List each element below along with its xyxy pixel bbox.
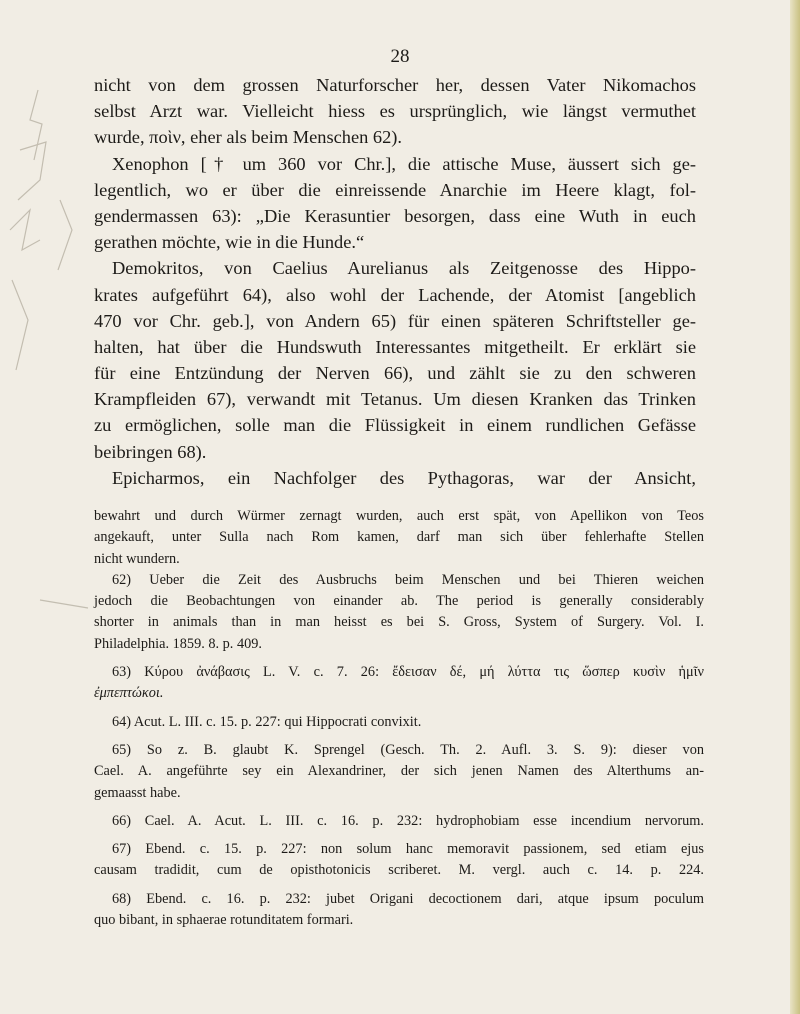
footnote-line: angekauft, unter Sulla nach Rom kamen, darf man sich über fehlerhafte Stellen	[94, 529, 704, 546]
text-line: gerathen möchte, wie in die Hunde.“	[94, 232, 365, 253]
footnote-line: 62) Ueber die Zeit des Ausbruchs beim Menschen und bei Thieren weichen	[112, 571, 704, 588]
page-number: 28	[390, 46, 410, 67]
text-line: für eine Entzündung der Nerven 66), und zählt sie zu den schweren	[94, 363, 696, 384]
footnote-line: 68) Ebend. c. 16. p. 232: jubet Origani decoctionem dari, atque ipsum poculum	[112, 890, 704, 907]
text-line: selbst Arzt war. Vielleicht hiess es ursprünglich, wie längst vermuthet	[94, 101, 696, 122]
pencil-marks	[0, 80, 100, 640]
text-line: 470 vor Chr. geb.], von Andern 65) für einen späteren Schriftsteller ge-	[94, 310, 696, 331]
footnote-line: gemaasst habe.	[94, 784, 181, 801]
footnote-line: ἐμπεπτώκοι.	[94, 685, 164, 702]
text-line: legentlich, wo er über die einreissende Anarchie im Heere klagt, fol-	[94, 179, 696, 200]
footnote-line: shorter in animals than in man heisst es bei S. Gross, System of Surgery. Vol. I.	[94, 614, 704, 631]
footnote-line: Cael. A. angeführte sey ein Alexandriner, der sich jenen Namen des Alterthums an-	[94, 763, 704, 780]
footnote-line: 67) Ebend. c. 15. p. 227: non solum hanc memoravit passionem, sed etiam ejus	[112, 841, 704, 858]
text-line: nicht von dem grossen Naturforscher her, dessen Vater Nikomachos	[94, 75, 696, 95]
text-line: krates aufgeführt 64), also wohl der Lachende, der Atomist [angeblich	[94, 284, 696, 305]
footnote-line: Philadelphia. 1859. 8. p. 409.	[94, 635, 262, 652]
page-edge	[790, 0, 800, 1014]
text-line: Xenophon [† um 360 vor Chr.], die attische Muse, äussert sich ge-	[112, 153, 696, 174]
footnote-line: 64) Acut. L. III. c. 15. p. 227: qui Hippocrati convixit.	[112, 713, 422, 730]
footnotes	[94, 506, 704, 931]
footnote-line: 66) Cael. A. Acut. L. III. c. 16. p. 232: hydrophobiam esse incendium nervorum.	[112, 812, 704, 829]
footnote-line: bewahrt und durch Würmer zernagt wurden, auch erst spät, von Apellikon von Teos	[94, 508, 704, 524]
main-text	[94, 72, 696, 491]
footnote-line: 63) Κύρου ἀνάβασις L. V. c. 7. 26: ἔδεισαν δέ, μή λύττα τις ὥσπερ κυσὶν ἡμῖν	[112, 664, 704, 681]
text-line: halten, hat über die Hundswuth Interessantes mitgetheilt. Er erklärt sie	[94, 336, 696, 357]
text-line: wurde, ποὶν, eher als beim Menschen 62).	[94, 127, 403, 148]
footnote-line: 65) So z. B. glaubt K. Sprengel (Gesch. Th. 2. Aufl. 3. S. 9): dieser von	[112, 741, 704, 758]
text-line: Demokritos, von Caelius Aurelianus als Zeitgenosse des Hippo-	[112, 258, 696, 279]
text-line: Epicharmos, ein Nachfolger des Pythagoras, war der Ansicht,	[112, 467, 696, 488]
footnote-line: nicht wundern.	[94, 550, 180, 567]
footnote-line: jedoch die Beobachtungen von einander ab. The period is generally considerably	[94, 593, 704, 610]
text-line: Krampfleiden 67), verwandt mit Tetanus. Um diesen Kranken das Trinken	[94, 389, 696, 410]
footnote-line: causam tradidit, cum de opisthotonicis scriberet. M. vergl. auch c. 14. p. 224.	[94, 862, 704, 879]
text-line: zu ermöglichen, solle man die Flüssigkeit in einem rundlichen Gefässe	[94, 415, 696, 436]
footnote-line: quo bibant, in sphaerae rotunditatem formari.	[94, 912, 354, 929]
text-line: gendermassen 63): „Die Kerasuntier besorgen, dass eine Wuth in euch	[94, 205, 696, 226]
text-line: beibringen 68).	[94, 441, 207, 462]
